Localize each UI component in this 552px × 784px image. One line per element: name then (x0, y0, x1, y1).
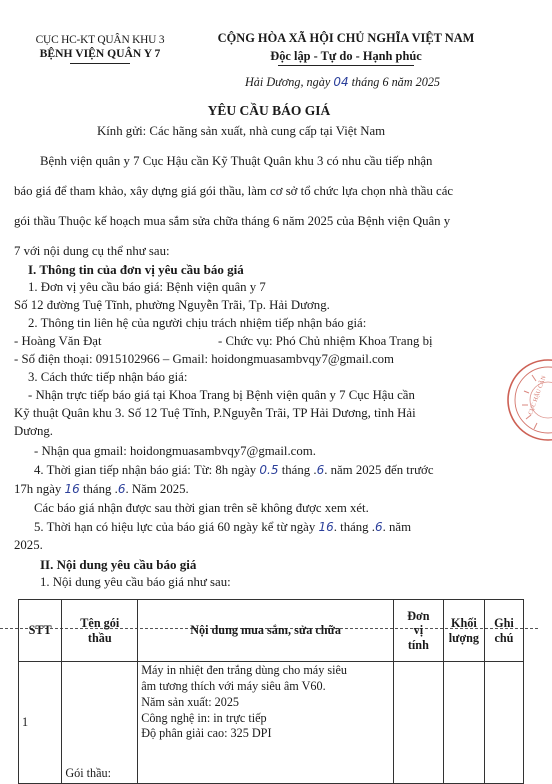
date-line (245, 75, 440, 90)
intro-line-3: gói thầu Thuộc kế hoạch mua sắm sửa chữa tháng 6 năm 2025 của Bệnh viện Quân y (14, 214, 451, 228)
table-row (19, 662, 524, 784)
red-seal-stamp (502, 355, 552, 445)
contact-name: - Hoàng Văn Đạt (14, 334, 102, 348)
section-1-item-5-line-1 (34, 520, 544, 536)
nation-header (196, 31, 496, 66)
section-2-heading: II. Nội dung yêu cầu báo giá (40, 557, 197, 572)
section-1-item-3: 3. Cách thức tiếp nhận báo giá: (28, 370, 188, 384)
item4-day-start-handwritten: 0.5 (259, 463, 279, 477)
quote-request-table (18, 599, 524, 784)
row-quantity (443, 662, 484, 784)
section-1-item-4-line-2 (14, 482, 524, 498)
col-header-stt: STT (19, 600, 62, 662)
item4-text-e: tháng . (82, 482, 118, 496)
intro-line-2: báo giá để tham khảo, xây dựng giá gói thầu, làm cơ sở tổ chức lựa chọn nhà thầu các (14, 184, 454, 198)
intro-line-4: 7 với nội dung cụ thể như sau: (14, 244, 170, 258)
agency-line-1: CỤC HC-KT QUÂN KHU 3 (35, 34, 165, 46)
section-1-item-5-line-2: 2025. (14, 538, 43, 552)
item4-month-start-handwritten: 6 (316, 463, 325, 477)
section-1-address: Số 12 đường Tuệ Tĩnh, phường Nguyễn Trãi, Tp. Hải Dương. (14, 298, 330, 312)
document-title: YÊU CẦU BÁO GIÁ (207, 103, 331, 118)
intro-line-1: Bệnh viện quân y 7 Cục Hậu cần Kỹ Thuật Quân khu 3 có nhu cầu tiếp nhận (40, 154, 433, 168)
item5-text-b: . tháng . (333, 520, 375, 534)
item4-text-b: tháng . (281, 463, 317, 477)
direct-delivery-line-2: Kỹ thuật Quân khu 3. Số 12 Tuệ Tĩnh, P.Nguyễn Trãi, TP Hải Dương, tỉnh Hải (14, 406, 416, 420)
date-day-handwritten: 04 (333, 75, 349, 89)
direct-delivery-line-3: Dương. (14, 424, 53, 438)
date-prefix: Hải Dương, ngày (245, 75, 331, 89)
row-package: Gói thầu: (62, 662, 138, 784)
date-suffix: tháng 6 năm 2025 (351, 75, 440, 89)
item5-text-c: . năm (382, 520, 412, 534)
nation-underline (278, 65, 414, 66)
nation-line-2: Độc lập - Tự do - Hạnh phúc (270, 48, 422, 63)
row-content: Máy in nhiệt đen trắng dùng cho máy siêu âm tương thích với máy siêu âm V60. Năm sản xuất: 2025 Công nghệ in: in trực tiếp Độ phân giải cao: 325 DPI (138, 662, 394, 784)
item4-text-a: 4. Thời gian tiếp nhận báo giá: Từ: 8h ngày (34, 463, 257, 477)
row-stt: 1 (19, 662, 62, 784)
col-header-package: Tên gói thầu (62, 600, 138, 662)
nation-line-1: CỘNG HÒA XÃ HỘI CHỦ NGHĨA VIỆT NAM (217, 31, 475, 45)
item4-text-c: . năm 2025 đến trước (324, 463, 434, 477)
contact-role: - Chức vụ: Phó Chủ nhiệm Khoa Trang bị (218, 334, 433, 348)
row-unit (393, 662, 443, 784)
col-header-note: Ghi chú (484, 600, 523, 662)
table-header-row (19, 600, 524, 662)
item4-day-end-handwritten: 16 (64, 482, 80, 496)
direct-delivery-line-1: - Nhận trực tiếp báo giá tại Khoa Trang bị Bệnh viện quân y 7 Cục Hậu cần (28, 388, 415, 402)
item5-day-handwritten: 16 (318, 520, 334, 534)
col-header-quantity: Khối lượng (443, 600, 484, 662)
agency-underline (70, 63, 130, 64)
item5-text-a: 5. Thời hạn có hiệu lực của báo giá 60 ngày kể từ ngày (34, 520, 316, 534)
agency-line-2: BỆNH VIỆN QUÂN Y 7 (39, 47, 161, 61)
col-header-content: Nội dung mua sắm, sửa chữa (138, 600, 394, 662)
item4-text-d: 17h ngày (14, 482, 62, 496)
item5-month-handwritten: 6 (374, 520, 383, 534)
section-1-item-1: 1. Đơn vị yêu cầu báo giá: Bệnh viện quân y 7 (28, 280, 266, 294)
item4-text-f: . Năm 2025. (125, 482, 189, 496)
contact-phone-email: - Số điện thoại: 0915102966 – Gmail: hoidongmuasambvqy7@gmail.com (14, 352, 395, 366)
item4-month-end-handwritten: 6 (117, 482, 126, 496)
late-submission-note: Các báo giá nhận được sau thời gian trên sẽ không được xem xét. (34, 501, 369, 515)
section-1-item-4-line-1 (34, 463, 544, 479)
section-1-item-2: 2. Thông tin liên hệ của người chịu trách nhiệm tiếp nhận báo giá: (28, 316, 367, 330)
section-1-heading: I. Thông tin của đơn vị yêu cầu báo giá (28, 262, 244, 277)
section-2-item-1: 1. Nội dung yêu cầu báo giá như sau: (40, 575, 231, 589)
email-delivery-line: - Nhận qua gmail: hoidongmuasambvqy7@gmail.com. (34, 444, 316, 458)
agency-header (14, 33, 186, 64)
greeting-line: Kính gửi: Các hãng sản xuất, nhà cung cấp tại Việt Nam (97, 124, 386, 138)
row-note (484, 662, 523, 784)
col-header-unit: Đơn vị tính (393, 600, 443, 662)
stamp-text: CỤC HẬU CẦN (527, 375, 548, 416)
